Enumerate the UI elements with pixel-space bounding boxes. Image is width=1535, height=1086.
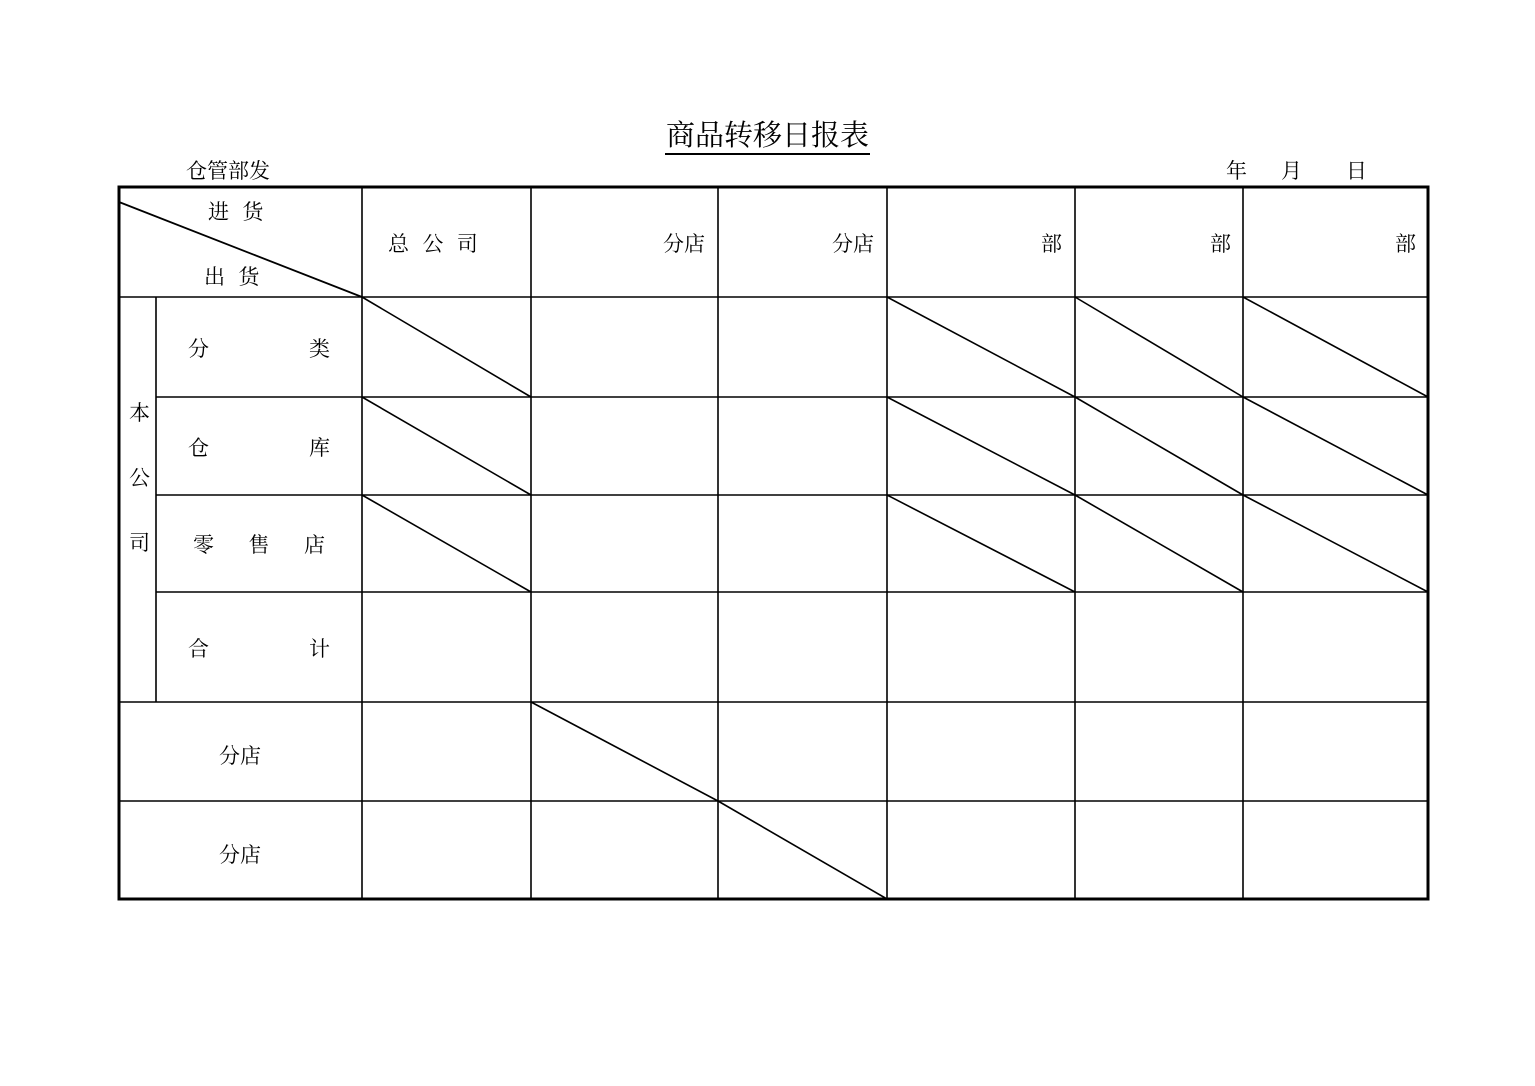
row-label-char: 库 [309, 436, 330, 460]
row-label-char: 售 [248, 533, 270, 557]
row-label-warehouse [188, 435, 330, 461]
column-header-dept-2: 部 [1210, 232, 1231, 256]
row-label-char: 店 [304, 533, 325, 557]
row-label-retail-store [193, 532, 325, 558]
row-label-total [188, 636, 330, 662]
group-label-char-3: 司 [129, 531, 150, 555]
row-label-char: 分 [188, 337, 209, 361]
column-header-dept-1: 部 [1041, 232, 1062, 256]
row-label-char: 计 [309, 637, 330, 661]
corner-incoming-label: 进 货 [208, 200, 264, 224]
column-header-branch-1: 分店 [663, 232, 705, 256]
group-label-char-2: 公 [129, 466, 150, 490]
row-label-char: 零 [193, 533, 214, 557]
date-month-label: 月 [1281, 159, 1302, 183]
row-label-char: 类 [309, 337, 330, 361]
row-label-char: 仓 [188, 436, 209, 460]
column-header-head-office: 总 公 司 [388, 232, 478, 256]
title-text: 商品转移日报表 [665, 118, 870, 155]
blocked-cell-diagonals [362, 297, 1428, 899]
row-label-char: 合 [188, 637, 209, 661]
column-header-dept-3: 部 [1395, 232, 1416, 256]
corner-outgoing-label: 出 货 [204, 265, 260, 289]
date-day-label: 日 [1346, 159, 1367, 183]
row-label-branch-1: 分店 [219, 744, 261, 768]
group-label-char-1: 本 [129, 401, 150, 425]
row-label-category [188, 336, 330, 362]
department-label: 仓管部发 [186, 159, 270, 183]
date-year-label: 年 [1226, 159, 1247, 183]
column-header-branch-2: 分店 [832, 232, 874, 256]
row-label-branch-2: 分店 [219, 843, 261, 867]
